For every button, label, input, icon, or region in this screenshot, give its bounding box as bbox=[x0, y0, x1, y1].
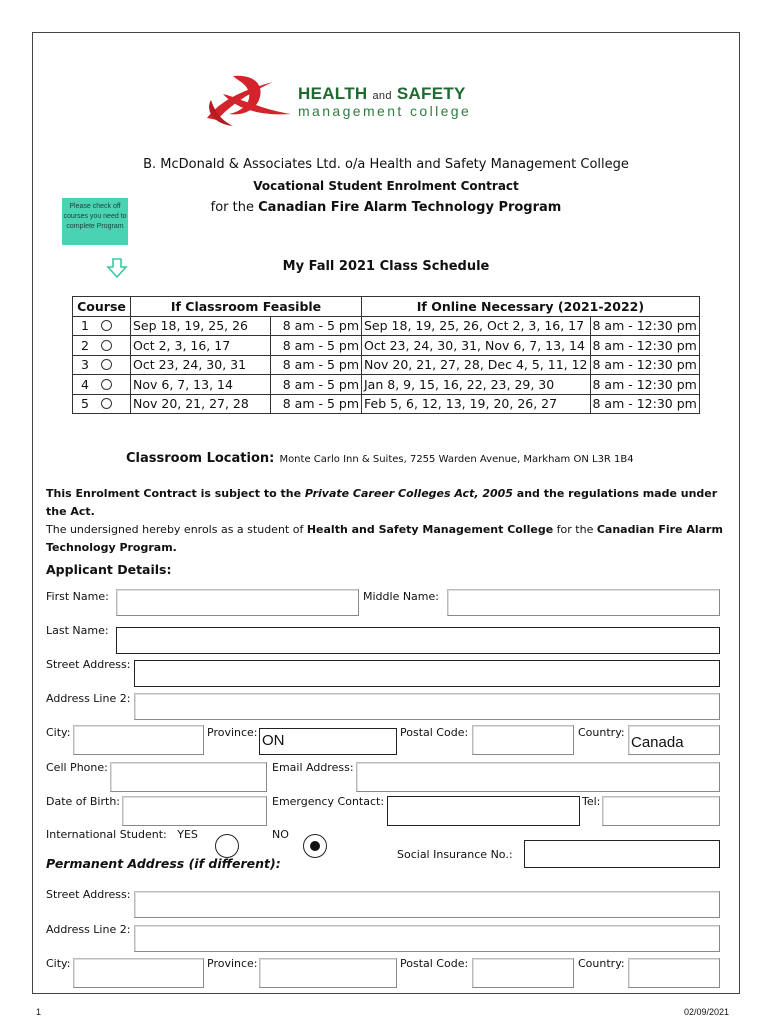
email-field[interactable] bbox=[356, 762, 720, 792]
international-no-radio[interactable] bbox=[303, 834, 327, 858]
perm-city-field[interactable] bbox=[73, 958, 204, 988]
col-classroom: If Classroom Feasible bbox=[131, 297, 362, 317]
logo-health: HEALTH bbox=[298, 84, 368, 103]
logo-wordmark bbox=[298, 84, 466, 104]
address-line2-label: Address Line 2: bbox=[46, 692, 131, 705]
first-name-field[interactable] bbox=[116, 589, 359, 616]
online-dates: Oct 23, 24, 30, 31, Nov 6, 7, 13, 14 bbox=[362, 336, 591, 356]
international-label bbox=[46, 828, 198, 841]
schedule-table bbox=[72, 296, 700, 414]
course-number: 4 bbox=[81, 376, 89, 392]
sin-field[interactable] bbox=[524, 840, 720, 868]
location-label: Classroom Location: bbox=[126, 451, 275, 466]
schedule-row bbox=[73, 394, 700, 414]
schedule-header-row bbox=[73, 297, 700, 317]
tel-label: Tel: bbox=[582, 795, 601, 808]
last-name-field[interactable] bbox=[116, 627, 720, 654]
header-contract-title: Vocational Student Enrolment Contract bbox=[253, 179, 519, 193]
class-dates: Oct 23, 24, 30, 31 bbox=[131, 355, 271, 375]
perm-address2-field[interactable] bbox=[134, 925, 720, 952]
permanent-address-title: Permanent Address (if different): bbox=[46, 856, 281, 871]
course-cell bbox=[73, 375, 131, 395]
para-line1: This Enrolment Contract is subject to the Private Career Colleges Act, 2005 and the regulations made under the Act. bbox=[46, 487, 718, 518]
country-field[interactable] bbox=[628, 725, 720, 755]
last-name-label: Last Name: bbox=[46, 624, 109, 637]
logo-safety: SAFETY bbox=[396, 84, 466, 103]
perm-postal-label: Postal Code: bbox=[400, 957, 469, 970]
schedule-row bbox=[73, 336, 700, 356]
class-time: 8 am - 5 pm bbox=[271, 394, 362, 414]
class-time: 8 am - 5 pm bbox=[271, 316, 362, 336]
cell-phone-label: Cell Phone: bbox=[46, 761, 108, 774]
tel-field[interactable] bbox=[602, 796, 720, 826]
course-number: 5 bbox=[81, 396, 89, 412]
online-time: 8 am - 12:30 pm bbox=[590, 394, 699, 414]
course-checkbox[interactable] bbox=[101, 320, 112, 331]
international-text: International Student: bbox=[46, 828, 167, 841]
postal-code-label: Postal Code: bbox=[400, 726, 469, 739]
province-label: Province: bbox=[207, 726, 258, 739]
perm-country-label: Country: bbox=[578, 957, 625, 970]
course-cell bbox=[73, 316, 131, 336]
perm-postal-field[interactable] bbox=[472, 958, 574, 988]
no-label: NO bbox=[272, 828, 289, 841]
street-address-field[interactable] bbox=[134, 660, 720, 687]
logo-and: and bbox=[372, 90, 392, 102]
province-value: ON bbox=[262, 732, 285, 749]
province-field[interactable] bbox=[259, 728, 397, 755]
online-time: 8 am - 12:30 pm bbox=[590, 316, 699, 336]
yes-label: YES bbox=[177, 828, 198, 841]
contract-paragraph bbox=[46, 485, 726, 557]
schedule-row bbox=[73, 355, 700, 375]
online-time: 8 am - 12:30 pm bbox=[590, 355, 699, 375]
course-number: 2 bbox=[81, 337, 89, 353]
emergency-contact-field[interactable] bbox=[387, 796, 580, 826]
class-time: 8 am - 5 pm bbox=[271, 375, 362, 395]
street-address-label: Street Address: bbox=[46, 658, 131, 671]
schedule-row bbox=[73, 375, 700, 395]
header-program-name: Canadian Fire Alarm Technology Program bbox=[258, 200, 562, 215]
dob-label: Date of Birth: bbox=[46, 795, 121, 808]
postal-code-field[interactable] bbox=[472, 725, 574, 755]
first-name-label: First Name: bbox=[46, 590, 109, 603]
class-dates: Sep 18, 19, 25, 26 bbox=[131, 316, 271, 336]
schedule-row bbox=[73, 316, 700, 336]
country-label: Country: bbox=[578, 726, 625, 739]
class-dates: Nov 6, 7, 13, 14 bbox=[131, 375, 271, 395]
college-logo-icon bbox=[203, 70, 295, 130]
address-line2-field[interactable] bbox=[134, 693, 720, 720]
header-program bbox=[32, 200, 740, 215]
email-label: Email Address: bbox=[272, 761, 354, 774]
city-field[interactable] bbox=[73, 725, 204, 755]
middle-name-field[interactable] bbox=[447, 589, 720, 616]
col-course: Course bbox=[73, 297, 131, 317]
online-dates: Sep 18, 19, 25, 26, Oct 2, 3, 16, 17 bbox=[362, 316, 591, 336]
perm-province-label: Province: bbox=[207, 957, 258, 970]
course-number: 3 bbox=[81, 357, 89, 373]
header-program-prefix: for the bbox=[210, 200, 259, 215]
city-label: City: bbox=[46, 726, 71, 739]
course-checkbox[interactable] bbox=[101, 340, 112, 351]
footer-date: 02/09/2021 bbox=[684, 1007, 730, 1017]
logo-subtitle: management college bbox=[298, 103, 472, 119]
perm-street-label: Street Address: bbox=[46, 888, 131, 901]
country-value: Canada bbox=[631, 734, 684, 751]
online-dates: Jan 8, 9, 15, 16, 22, 23, 29, 30 bbox=[362, 375, 591, 395]
middle-name-label: Middle Name: bbox=[363, 590, 439, 603]
course-cell bbox=[73, 336, 131, 356]
course-cell bbox=[73, 355, 131, 375]
online-time: 8 am - 12:30 pm bbox=[590, 375, 699, 395]
class-time: 8 am - 5 pm bbox=[271, 355, 362, 375]
class-dates: Nov 20, 21, 27, 28 bbox=[131, 394, 271, 414]
class-time: 8 am - 5 pm bbox=[271, 336, 362, 356]
schedule-title: My Fall 2021 Class Schedule bbox=[282, 259, 490, 274]
online-dates: Feb 5, 6, 12, 13, 19, 20, 26, 27 bbox=[362, 394, 591, 414]
perm-address2-label: Address Line 2: bbox=[46, 923, 131, 936]
check-off-note: Please check off courses you need to complete Program bbox=[62, 198, 128, 245]
perm-province-field[interactable] bbox=[259, 958, 397, 988]
perm-street-field[interactable] bbox=[134, 891, 720, 918]
course-checkbox[interactable] bbox=[101, 379, 112, 390]
para-line2: The undersigned hereby enrols as a student of Health and Safety Management College for the Canadian Fire Alarm Technology Program. bbox=[46, 523, 723, 554]
course-checkbox[interactable] bbox=[101, 359, 112, 370]
perm-country-field[interactable] bbox=[628, 958, 720, 988]
classroom-location bbox=[126, 447, 634, 466]
perm-city-label: City: bbox=[46, 957, 71, 970]
international-yes-radio[interactable] bbox=[215, 834, 239, 858]
sin-label: Social Insurance No.: bbox=[397, 848, 513, 861]
emergency-contact-label: Emergency Contact: bbox=[272, 795, 385, 808]
course-checkbox[interactable] bbox=[101, 398, 112, 409]
course-number: 1 bbox=[81, 318, 89, 334]
col-online: If Online Necessary (2021-2022) bbox=[362, 297, 700, 317]
header-company: B. McDonald & Associates Ltd. o/a Health and Safety Management College bbox=[143, 157, 629, 172]
online-dates: Nov 20, 21, 27, 28, Dec 4, 5, 11, 12 bbox=[362, 355, 591, 375]
course-cell bbox=[73, 394, 131, 414]
radio-selected-dot bbox=[310, 841, 320, 851]
online-time: 8 am - 12:30 pm bbox=[590, 336, 699, 356]
page-number: 1 bbox=[36, 1007, 42, 1017]
class-dates: Oct 2, 3, 16, 17 bbox=[131, 336, 271, 356]
dob-field[interactable] bbox=[122, 796, 267, 826]
location-value: Monte Carlo Inn & Suites, 7255 Warden Avenue, Markham ON L3R 1B4 bbox=[279, 454, 634, 465]
cell-phone-field[interactable] bbox=[110, 762, 267, 792]
applicant-details-title: Applicant Details: bbox=[46, 562, 172, 577]
